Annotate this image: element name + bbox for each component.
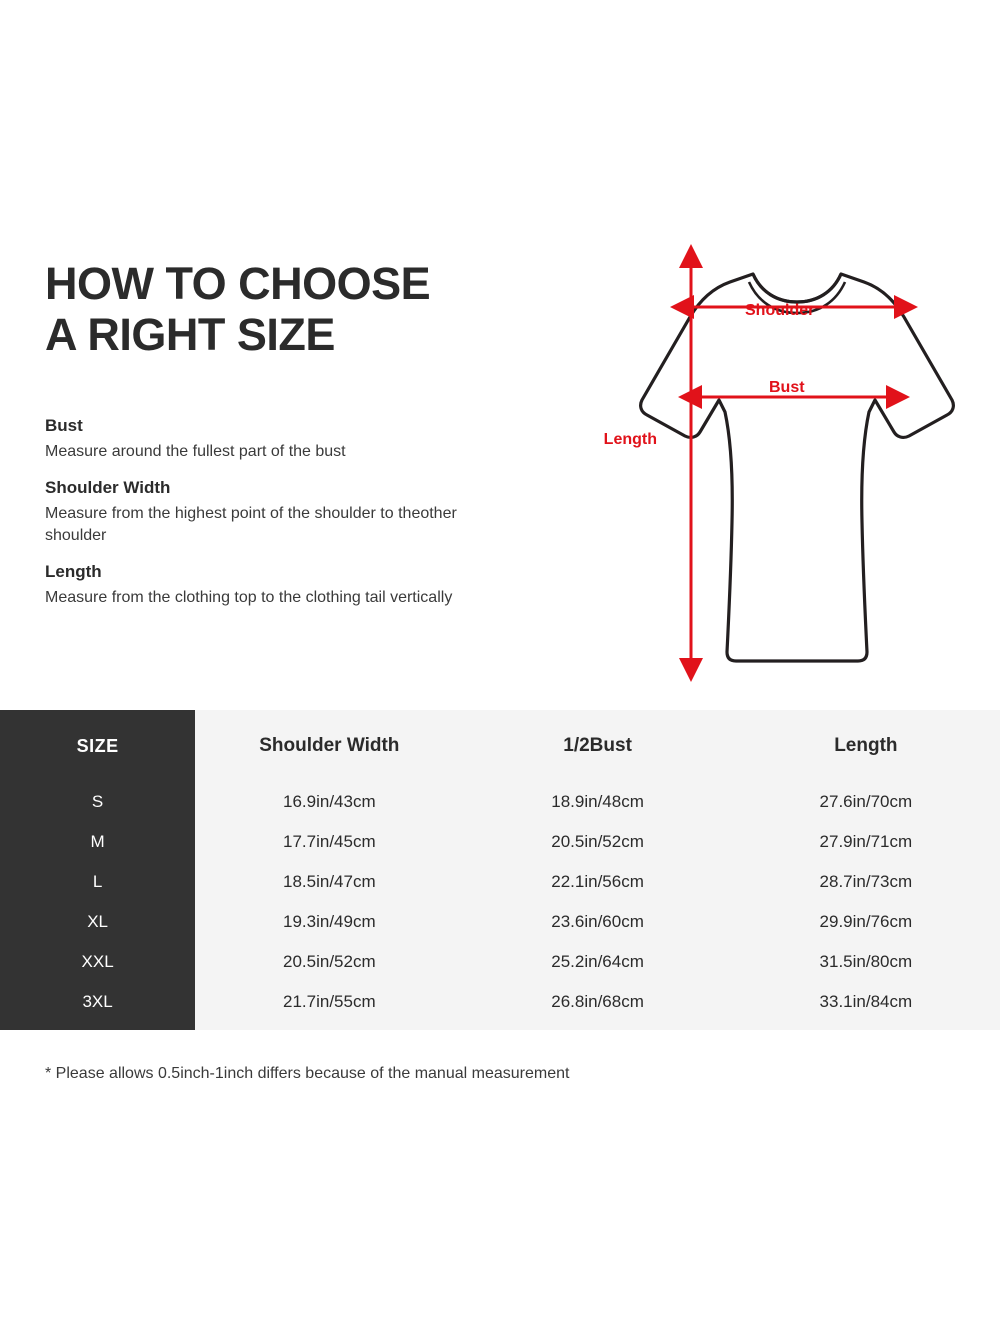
cell-half-bust: 18.9in/48cm xyxy=(551,792,644,811)
definition-length xyxy=(45,560,515,609)
header-half-bust: 1/2Bust xyxy=(563,735,632,756)
cell-half-bust: 26.8in/68cm xyxy=(551,992,644,1011)
tshirt-diagram xyxy=(505,240,975,690)
cell-size: S xyxy=(91,792,104,811)
definition-length-desc: Measure from the clothing top to the clothing tail vertically xyxy=(45,589,453,606)
cell-shoulder-width: 21.7in/55cm xyxy=(283,992,376,1011)
shirt-outline-shape xyxy=(641,274,954,661)
cell-half-bust: 25.2in/64cm xyxy=(551,952,644,971)
cell-length: 28.7in/73cm xyxy=(819,872,913,891)
table-row xyxy=(0,902,1000,942)
cell-length: 33.1in/84cm xyxy=(819,992,913,1011)
table-row xyxy=(0,782,1000,822)
table-row xyxy=(0,942,1000,982)
cell-size: L xyxy=(92,872,103,891)
table-row xyxy=(0,822,1000,862)
page-title-line2: A RIGHT SIZE xyxy=(45,309,335,360)
cell-length: 29.9in/76cm xyxy=(819,912,913,931)
cell-size: XL xyxy=(87,912,108,931)
measurement-definitions xyxy=(45,414,515,622)
size-table-section xyxy=(0,710,1000,1030)
header-length: Length xyxy=(834,735,898,756)
definition-bust-desc: Measure around the fullest part of the bust xyxy=(45,443,346,460)
length-label: Length xyxy=(603,431,657,448)
shoulder-label: Shoulder xyxy=(745,302,815,319)
table-row xyxy=(0,982,1000,1022)
cell-size: M xyxy=(90,832,105,851)
page-title xyxy=(45,258,515,360)
bust-label: Bust xyxy=(769,379,805,396)
cell-shoulder-width: 17.7in/45cm xyxy=(283,832,376,851)
cell-length: 27.9in/71cm xyxy=(819,832,913,851)
cell-shoulder-width: 20.5in/52cm xyxy=(283,952,376,971)
definition-shoulder-width-term: Shoulder Width xyxy=(45,478,171,497)
header-shoulder-width: Shoulder Width xyxy=(259,735,400,756)
cell-size: 3XL xyxy=(82,992,113,1011)
cell-length: 27.6in/70cm xyxy=(819,792,913,811)
cell-length: 31.5in/80cm xyxy=(819,952,913,971)
cell-half-bust: 22.1in/56cm xyxy=(551,872,644,891)
cell-half-bust: 23.6in/60cm xyxy=(551,912,644,931)
size-chart-table xyxy=(0,710,1000,1022)
table-row xyxy=(0,862,1000,902)
definition-bust xyxy=(45,414,515,463)
definition-shoulder-width xyxy=(45,476,515,547)
page-title-line1: HOW TO CHOOSE xyxy=(45,258,431,309)
cell-size: XXL xyxy=(81,952,114,971)
definition-length-term: Length xyxy=(45,562,102,581)
header-size: SIZE xyxy=(76,735,119,756)
cell-shoulder-width: 19.3in/49cm xyxy=(283,912,376,931)
cell-shoulder-width: 16.9in/43cm xyxy=(283,792,376,811)
measurement-footnote: * Please allows 0.5inch-1inch differs because of the manual measurement xyxy=(45,1065,570,1082)
cell-half-bust: 20.5in/52cm xyxy=(551,832,644,851)
table-header-row xyxy=(0,710,1000,782)
definition-bust-term: Bust xyxy=(45,416,83,435)
cell-shoulder-width: 18.5in/47cm xyxy=(283,872,376,891)
definition-shoulder-width-desc: Measure from the highest point of the shoulder to theother shoulder xyxy=(45,505,457,544)
